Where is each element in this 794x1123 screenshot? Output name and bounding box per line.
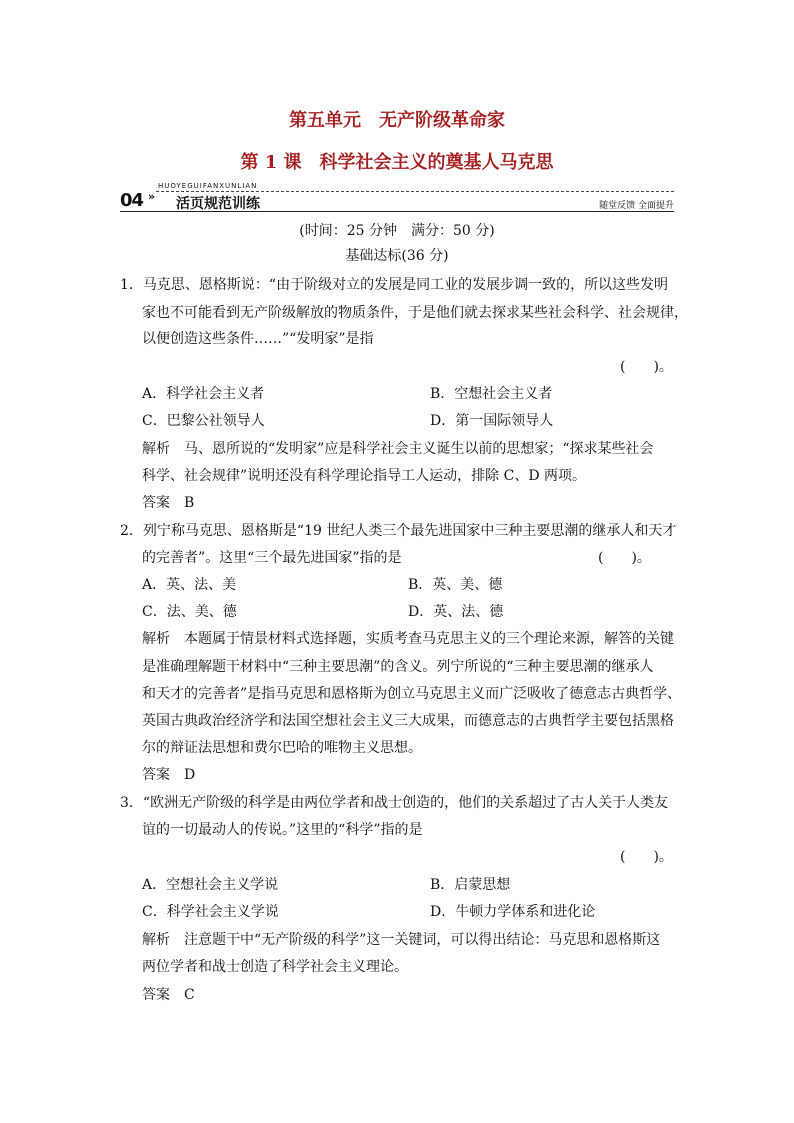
q1-option-c: C．巴黎公社领导人 — [142, 413, 265, 429]
q2-analysis-line: 英国古典政治经济学和法国空想社会主义三大成果，而德意志的古典哲学主要包括黑格 — [142, 713, 674, 729]
section-heading: 基础达标(36 分) — [345, 248, 449, 264]
q2-analysis-line: 解析 本题属于情景材料式选择题，实质考查马克思主义的三个理论来源，解答的关键 — [142, 631, 674, 647]
q1-stem-line: 家也不可能看到无产阶级解放的物质条件，于是他们就去探求某些社会科学、社会规律， — [142, 305, 688, 321]
q3-option-c: C．科学社会主义学说 — [142, 904, 279, 920]
q3-answer: 答案 C — [142, 987, 195, 1003]
q3-stem-line: 3．“欧洲无产阶级的科学是由两位学者和战士创造的，他们的关系超过了古人关于人类友 — [120, 795, 669, 811]
q2-answer: 答案 D — [142, 767, 196, 783]
q2-analysis-line: 是准确理解题干材料中“三种主要思潮”的含义。列宁所说的“三种主要思潮的继承人 — [142, 659, 654, 675]
q2-option-c: C．法、美、德 — [142, 604, 237, 620]
q1-analysis-line: 解析 马、恩所说的“发明家”应是科学社会主义诞生以前的思想家；“探求某些社会 — [142, 441, 654, 457]
q3-option-b: B．启蒙思想 — [430, 877, 511, 893]
q2-stem-line: 2．列宁称马克思、恩格斯是“19 世纪人类三个最先进国家中三种主要思潮的继承人和天才 — [120, 523, 677, 539]
q1-option-b: B．空想社会主义者 — [430, 386, 553, 402]
q3-stem-line: 谊的一切最动人的传说。”这里的“科学”指的是 — [142, 822, 423, 838]
q2-option-a: A．英、法、美 — [142, 577, 237, 593]
q1-analysis-line: 科学、社会规律”说明还没有科学理论指导工人运动，排除 C、D 两项。 — [142, 468, 586, 484]
banner-slogan: 随堂反馈 全面提升 — [599, 201, 674, 211]
q3-answer-blank: ( )。 — [620, 849, 673, 865]
q3-analysis-line: 解析 注意题干中“无产阶级的科学”这一关键词，可以得出结论：马克思和恩格斯这 — [142, 932, 661, 948]
chevron-right-icon: » — [148, 190, 156, 203]
q2-stem-line: 的完善者”。这里“三个最先进国家”指的是 — [142, 550, 402, 566]
q3-option-d: D．牛顿力学体系和进化论 — [430, 904, 596, 920]
q2-analysis-line: 尔的辩证法思想和费尔巴哈的唯物主义思想。 — [142, 740, 422, 756]
banner-dashed-line — [156, 191, 674, 192]
q3-analysis-line: 两位学者和战士创造了科学社会主义理论。 — [142, 959, 408, 975]
lesson-title: 第 1 课 科学社会主义的奠基人马克思 — [240, 152, 554, 173]
q2-option-b: B．英、美、德 — [408, 577, 503, 593]
banner-number: 04 — [120, 190, 144, 211]
q2-option-d: D．英、法、德 — [408, 604, 504, 620]
q1-option-d: D．第一国际领导人 — [430, 413, 554, 429]
q1-option-a: A．科学社会主义者 — [142, 386, 265, 402]
q3-option-a: A．空想社会主义学说 — [142, 877, 279, 893]
q1-stem-line: 1．马克思、恩格斯说：“由于阶级对立的发展是同工业的发展步调一致的，所以这些发明 — [120, 277, 669, 293]
unit-title: 第五单元 无产阶级革命家 — [289, 110, 505, 131]
q1-answer: 答案 B — [142, 495, 195, 511]
q1-answer-blank: ( )。 — [620, 359, 673, 375]
banner-pinyin: HUOYEGUIFANXUNLIAN — [158, 182, 258, 190]
q2-analysis-line: 和天才的完善者”是指马克思和恩格斯为创立马克思主义而广泛吸收了德意志古典哲学、 — [142, 686, 682, 702]
exercise-banner — [120, 182, 674, 214]
banner-name: 活页规范训练 — [176, 196, 260, 212]
time-info: (时间：25 分钟 满分：50 分) — [299, 223, 495, 239]
q1-stem-line: 以便创造这些条件……”“发明家”是指 — [142, 331, 374, 347]
q2-answer-blank: ( )。 — [598, 550, 651, 566]
